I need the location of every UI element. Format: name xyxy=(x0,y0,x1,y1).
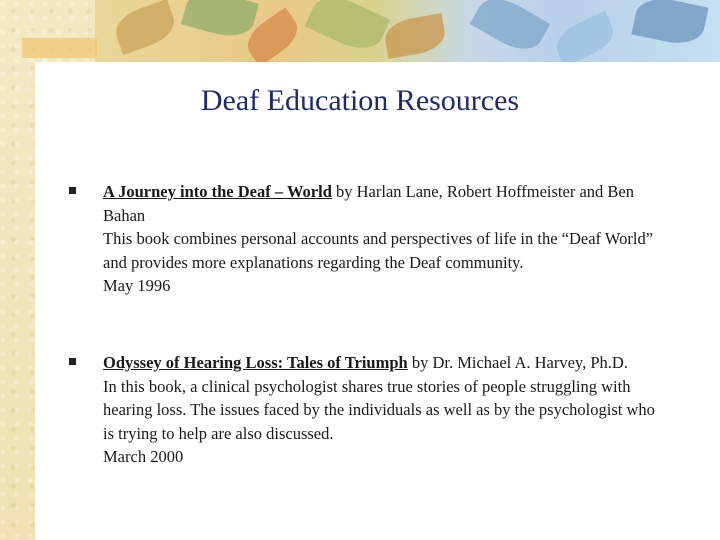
resource-item-2 xyxy=(103,351,663,469)
book-description: In this book, a clinical psychologist shares true stories of people struggling with hearing loss. The issues faced by the individuals as well as by the psychologist who is trying to help are also discussed. xyxy=(103,376,655,443)
book-author: by Harlan Lane, Robert Hoffmeister and Ben Bahan xyxy=(103,182,634,225)
decorative-banner xyxy=(95,0,720,62)
leaf-decoration xyxy=(181,0,259,42)
slide-title: Deaf Education Resources xyxy=(200,84,520,117)
book-title-link[interactable]: Odyssey of Hearing Loss: Tales of Triumph xyxy=(103,353,408,372)
leaf-decoration xyxy=(305,0,391,58)
bullet-marker xyxy=(69,187,76,194)
bullet-marker xyxy=(69,358,76,365)
book-title-link[interactable]: A Journey into the Deaf – World xyxy=(103,182,332,201)
leaf-decoration xyxy=(110,0,179,55)
leaf-decoration xyxy=(382,13,447,59)
leaf-decoration xyxy=(470,0,551,59)
book-description: This book combines personal accounts and perspectives of life in the “Deaf World” and provides more explanations regarding the Deaf community. xyxy=(103,229,654,272)
book-date: May 1996 xyxy=(103,276,171,295)
leaf-decoration xyxy=(631,0,708,49)
book-date: March 2000 xyxy=(103,447,184,466)
leaf-decoration xyxy=(551,11,620,62)
resource-item-1 xyxy=(103,180,663,298)
book-author: by Dr. Michael A. Harvey, Ph.D. xyxy=(407,353,628,372)
accent-bar xyxy=(22,38,97,58)
